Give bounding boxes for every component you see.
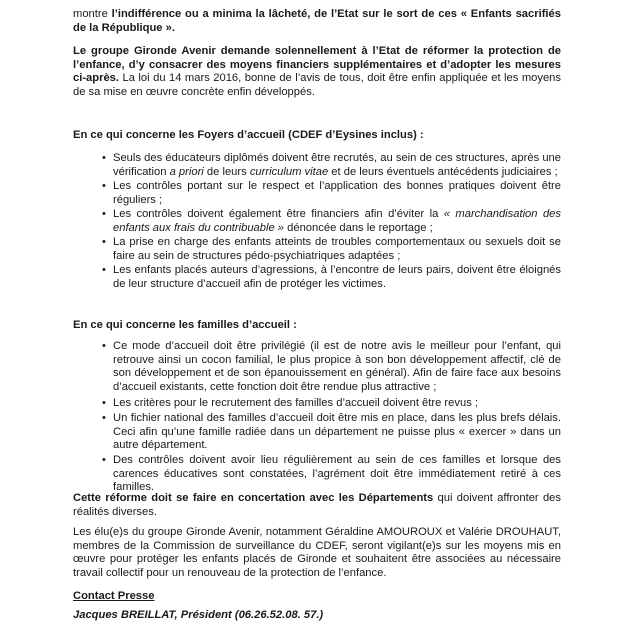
list-item	[73, 236, 561, 263]
section-heading-familles: En ce qui concerne les familles d’accueil :	[73, 319, 297, 331]
bullet-icon: •	[102, 236, 106, 248]
law-statement: La loi du 14 mars 2016, bonne de l’avis de tous, doit être enfin appliquée et les moyens de sa mise en œuvre concrète enfin développés.	[73, 72, 561, 98]
list-item-text: Un fichier national des familles d’accueil doit être mis en place, dans les plus brefs délais. Ceci afin qu’une famille radiée dans un département ne puisse plus « exercer » dans un autre département.	[113, 412, 561, 452]
list-item	[73, 454, 561, 495]
list-item-italic: curriculum vitae	[249, 165, 329, 178]
demand-statement: Le groupe Gironde Avenir demande solennellement à l’Etat de réformer la protection de l’enfance, d’y consacrer des moyens financiers supplémentaires et d’adopter les mesures ci-après.	[73, 45, 561, 85]
bullet-icon: •	[102, 264, 106, 276]
reforme-bold: Cette réforme doit se faire en concertation avec les Départements	[73, 492, 434, 504]
list-item-text: Les critères pour le recrutement des familles d’accueil doivent être revus ;	[113, 397, 479, 409]
list-item-text-part: et de leurs éventuels antécédents judiciaires ;	[328, 165, 558, 178]
foyers-list-container	[73, 152, 561, 294]
bullet-icon: •	[102, 454, 106, 466]
list-item-italic: « marchandisation des enfants aux frais du contribuable »	[113, 208, 561, 234]
reforme-rest: qui doivent affronter des réalités diverses.	[73, 492, 561, 518]
intro-paragraph-1	[73, 8, 561, 35]
intro-paragraph-2	[73, 45, 561, 99]
list-item-text-part: de leurs	[203, 165, 250, 178]
list-item	[73, 208, 561, 235]
reforme-paragraph	[73, 492, 561, 519]
section-heading-foyers: En ce qui concerne les Foyers d’accueil (CDEF d’Eysines inclus) :	[73, 129, 424, 141]
list-item-text-part: Seuls des éducateurs diplômés doivent être recrutés, au sein de ces structures, après une vérification	[113, 152, 561, 178]
bullet-icon: •	[102, 180, 106, 192]
contact-person: Jacques BREILLAT, Président (06.26.52.08. 57.)	[73, 609, 324, 621]
list-item-text: Les enfants placés auteurs d’agressions, à l’encontre de leurs pairs, doivent être éloignés de leur structure d’accueil afin de protéger les victimes.	[113, 264, 561, 290]
bullet-icon: •	[102, 397, 106, 409]
list-item-text	[113, 152, 561, 179]
list-item-text-part: dénoncée dans le reportage ;	[284, 221, 433, 234]
list-item	[73, 412, 561, 453]
list-item	[73, 180, 561, 207]
list-item-italic: a priori	[169, 165, 204, 178]
intro-bold-statement: l’indifférence ou a minima la lâcheté, de l’Etat sur le sort de ces « Enfants sacrifiés de la République ».	[73, 8, 561, 34]
list-item	[73, 340, 561, 394]
familles-list-container	[73, 340, 561, 494]
list-item-text: Ce mode d’accueil doit être privilégié (il est de notre avis le meilleur pour l’enfant, qui retrouve ainsi un cocon familial, le plus propice à son bon développement affectif, clé de son développement et de son épanouissement en général). Afin de faire face aux besoins d’accueil existants, cette fonction doit être rendue plus attractive ;	[113, 340, 561, 393]
list-item	[73, 397, 561, 411]
list-item	[73, 264, 561, 291]
list-item	[73, 152, 561, 179]
bullet-icon: •	[102, 208, 106, 220]
bullet-icon: •	[102, 412, 106, 424]
list-item-text-part: Les contrôles doivent également être financiers afin d’éviter la	[113, 208, 444, 220]
bullet-icon: •	[102, 152, 106, 164]
list-item-text	[113, 208, 561, 235]
intro-lead: montre	[73, 8, 112, 20]
list-item-text: Des contrôles doivent avoir lieu régulièrement au sein de ces familles et lorsque des carences éducatives sont constatées, l’agrément doit être immédiatement retiré à ces familles.	[113, 454, 561, 494]
list-item-text: La prise en charge des enfants atteints de troubles comportementaux ou sexuels doit se faire au sein de structures pédo-psychiatriques adaptées ;	[113, 236, 561, 262]
contact-label: Contact Presse	[73, 590, 155, 602]
bullet-icon: •	[102, 340, 106, 352]
list-item-text: Les contrôles portant sur le respect et l’application des bonnes pratiques doivent être réguliers ;	[113, 180, 561, 206]
elus-paragraph: Les élu(e)s du groupe Gironde Avenir, notamment Géraldine AMOUROUX et Valérie DROUHAUT, membres de la Commission de surveillance du CDEF, seront vigilant(e)s sur les moyens mis en œuvre pour protéger les enfants placés de Gironde et souhaitent être associées au nécessaire travail collectif pour un renouveau de la protection de l’enfance.	[73, 526, 561, 579]
